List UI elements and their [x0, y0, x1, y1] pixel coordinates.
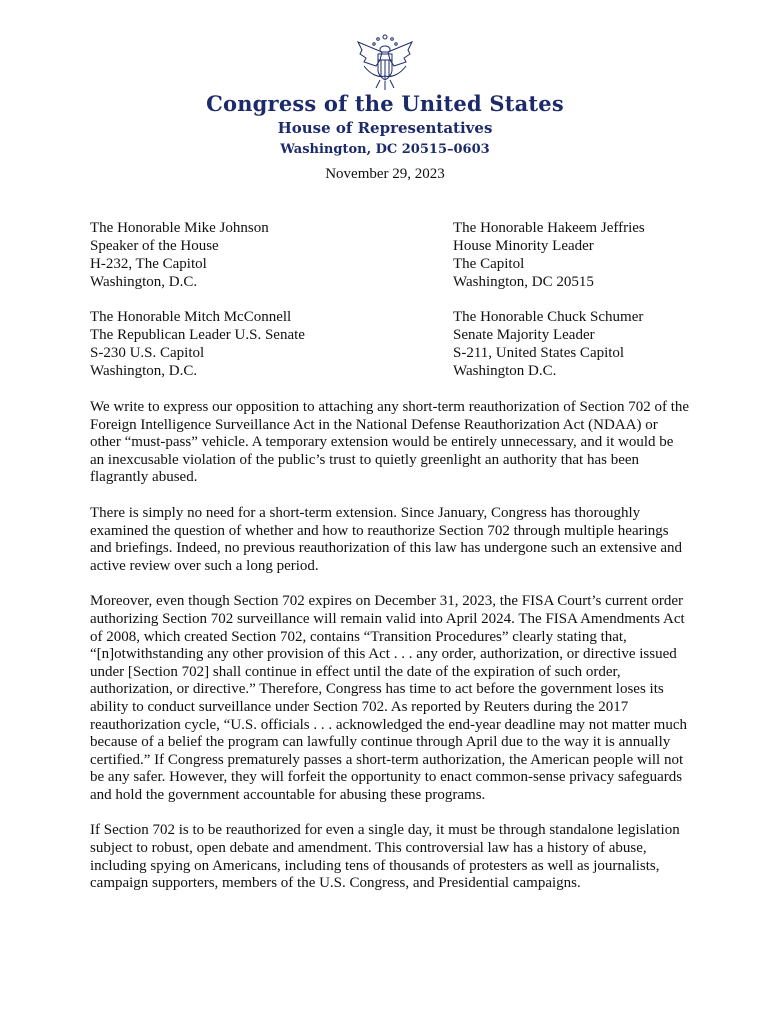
- recipient-city: Washington, D.C.: [90, 274, 198, 290]
- recipient-title: House Minority Leader: [453, 238, 594, 254]
- recipient-city: Washington D.C.: [453, 363, 557, 379]
- paragraph-no-need: There is simply no need for a short-term extension. Since January, Congress has thoroughly examined the question of whether and how to reauthorize Section 702 through multiple hearings and briefings. Indeed, no previous reauthorization of this law has undergone such an extensive and active review over such a long period.: [90, 504, 683, 574]
- paragraph-standalone: If Section 702 is to be reauthorized for even a single day, it must be through standalone legislation subject to robust, open debate and amendment. This controversial law has a history of abuse, including spying on Americans, including tens of thousands of protesters as well as journalists, campaign supporters, members of the U.S. Congress, and Presidential campaigns.: [90, 822, 680, 892]
- letterhead-chamber: House of Representatives: [277, 119, 493, 137]
- letterhead-location: Washington, DC 20515–0603: [280, 142, 490, 157]
- letter-body: [90, 399, 690, 911]
- recipient-address-mcconnell: [90, 308, 305, 380]
- recipient-name: The Honorable Mike Johnson: [90, 220, 269, 236]
- recipient-name: The Honorable Chuck Schumer: [453, 309, 644, 325]
- letterhead-title: Congress of the United States: [206, 91, 564, 116]
- recipient-office: S-230 U.S. Capitol: [90, 345, 205, 361]
- paragraph-opposition: We write to express our opposition to attaching any short-term reauthorization of Section 702 of the Foreign Intelligence Surveillance Act in the National Defense Reauthorization Act (NDAA) or other “must-pass” vehicle. A temporary extension would be entirely unnecessary, and it would be an inexcusable violation of the public’s trust to quietly greenlight an authority that has been flagrantly abused.: [90, 399, 690, 486]
- recipient-office: H-232, The Capitol: [90, 256, 207, 272]
- recipient-office: The Capitol: [453, 256, 525, 272]
- recipient-address-jeffries: [453, 219, 645, 291]
- recipient-name: The Honorable Hakeem Jeffries: [453, 220, 645, 236]
- recipient-office: S-211, United States Capitol: [453, 345, 625, 361]
- recipient-title: The Republican Leader U.S. Senate: [90, 327, 305, 343]
- recipient-address-johnson: [90, 219, 269, 291]
- recipient-title: Senate Majority Leader: [453, 327, 595, 343]
- recipient-city: Washington, D.C.: [90, 363, 198, 379]
- paragraph-fisa-court: Moreover, even though Section 702 expires on December 31, 2023, the FISA Court’s current order authorizing Section 702 surveillance will remain valid into April 2024. The FISA Amendments Act of 2008, which created Section 702, contains “Transition Procedures” clearly stating that, “[n]otwithstanding any other provision of this Act . . . any order, authorization, or directive issued under [Section 702] shall continue in effect until the date of the expiration of such order, authorization, or directive.” Therefore, Congress has time to act before the government loses its ability to conduct surveillance under Section 702. As reported by Reuters during the 2017 reauthorization cycle, “U.S. officials . . . acknowledged the end-year deadline may not matter much because of a belief the program can lawfully continue through April due to the way it is annually certified.” If Congress prematurely passes a short-term authorization, the American people will not be any safer. However, they will forfeit the opportunity to enact common-sense privacy safeguards and hold the government accountable for abusing these programs.: [90, 593, 687, 803]
- recipient-city: Washington, DC 20515: [453, 274, 594, 290]
- congress-seal-icon: [356, 30, 414, 92]
- recipient-title: Speaker of the House: [90, 238, 219, 254]
- letter-date: November 29, 2023: [325, 166, 445, 182]
- recipient-address-schumer: [453, 308, 643, 380]
- recipient-name: The Honorable Mitch McConnell: [90, 309, 292, 325]
